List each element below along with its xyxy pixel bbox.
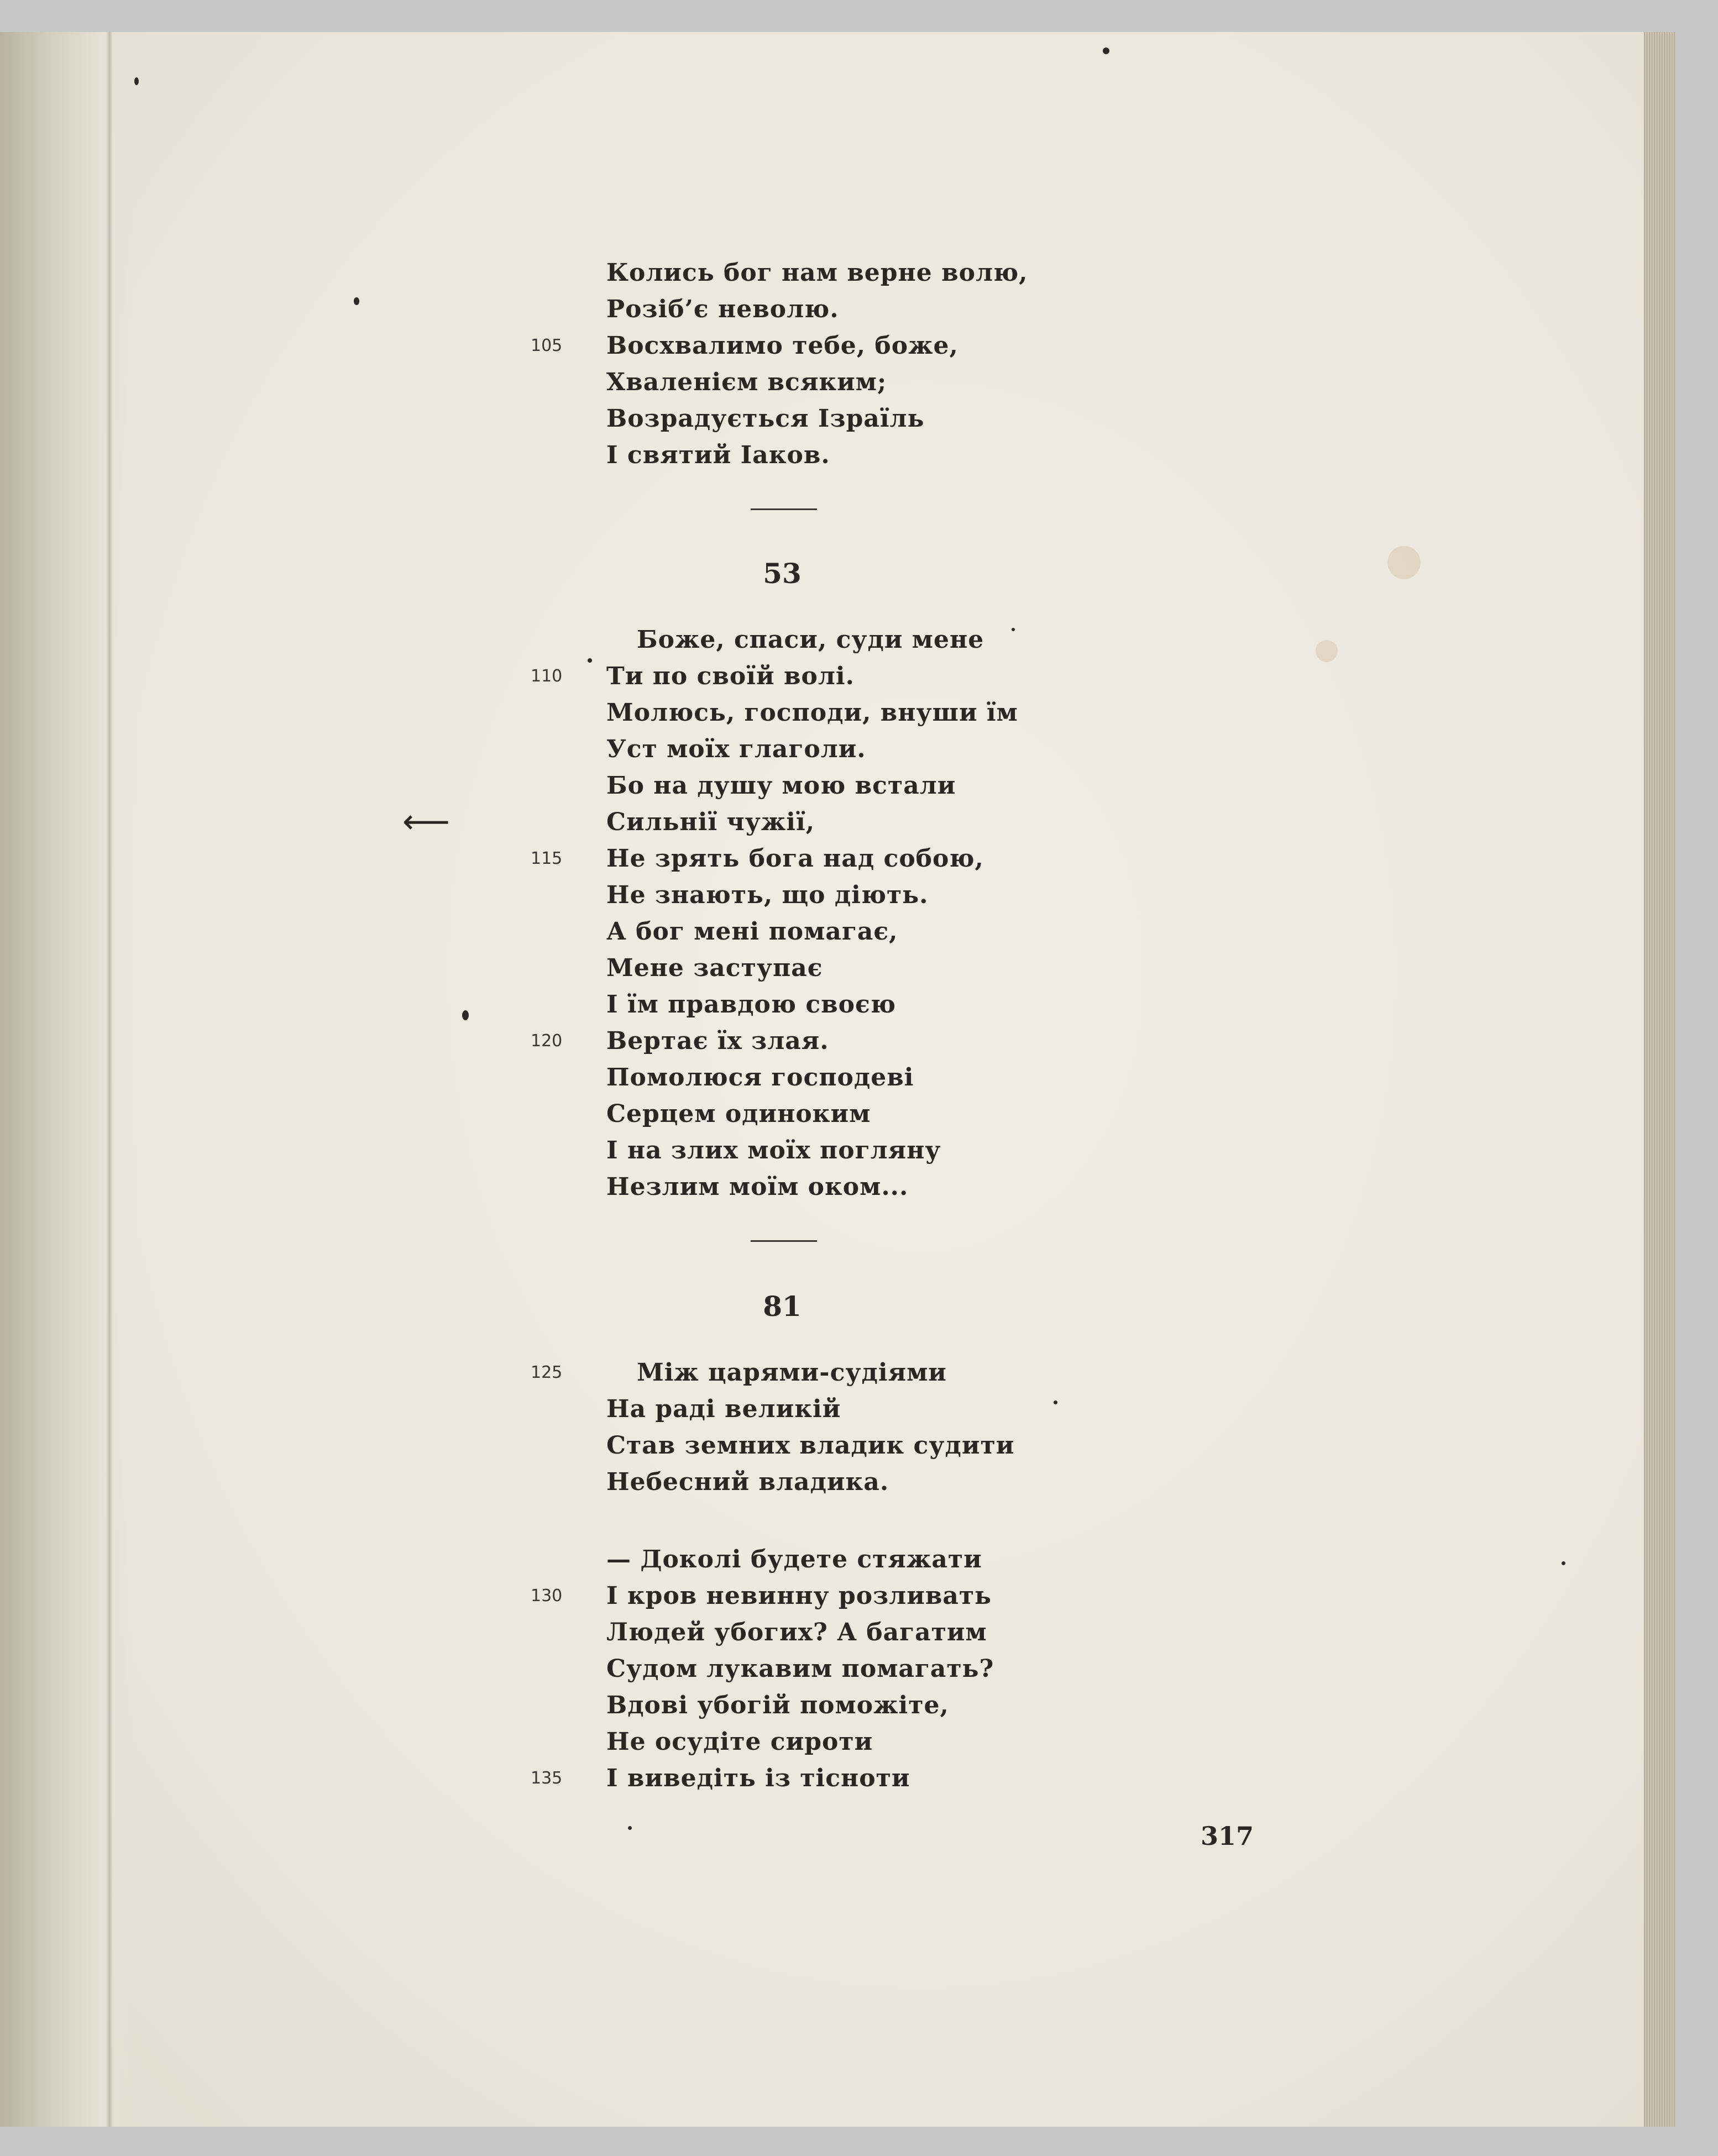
verse-line: Незлим моїм оком... bbox=[606, 1173, 909, 1201]
verse-line: Молюсь, господи, внуши їм bbox=[606, 699, 1018, 727]
verse-line: Став земних владик судити bbox=[606, 1431, 1015, 1460]
verse-line: Між царями-судіями bbox=[637, 1358, 947, 1387]
ink-speck bbox=[1562, 1561, 1565, 1565]
ink-speck bbox=[1012, 628, 1015, 631]
verse-line: І виведіть із тісноти bbox=[606, 1764, 910, 1792]
poem-number: 81 bbox=[763, 1290, 802, 1323]
ink-speck bbox=[1054, 1400, 1057, 1404]
verse-line: І їм правдою своєю bbox=[606, 990, 896, 1019]
verse-line: Не зрять бога над собою, bbox=[606, 844, 984, 873]
verse-line: Восхвалимо тебе, боже, bbox=[606, 332, 958, 360]
page-number: 317 bbox=[1201, 1821, 1254, 1851]
page-edges bbox=[1644, 32, 1676, 2127]
section-divider bbox=[751, 508, 817, 510]
verse-line: І кров невинну розливать bbox=[606, 1582, 992, 1610]
scanned-book-page bbox=[0, 32, 1676, 2127]
verse-line: Небесний владика. bbox=[606, 1468, 889, 1496]
line-number: 110 bbox=[531, 667, 563, 686]
book-gutter-shadow bbox=[0, 32, 135, 2127]
ink-speck bbox=[462, 1010, 469, 1020]
line-number: 105 bbox=[531, 336, 563, 355]
poem-number: 53 bbox=[763, 557, 802, 590]
verse-line: Бо на душу мою встали bbox=[606, 772, 956, 800]
line-number: 115 bbox=[531, 849, 563, 868]
ink-speck bbox=[588, 658, 592, 663]
verse-line: Боже, спаси, суди мене bbox=[637, 626, 984, 654]
verse-line: Возрадується Ізраїль bbox=[606, 405, 925, 433]
verse-line: Серцем одиноким bbox=[606, 1100, 871, 1128]
section-divider bbox=[751, 1240, 817, 1242]
verse-line: Вертає їх злая. bbox=[606, 1027, 829, 1055]
arrow-margin-mark: ⟵ bbox=[402, 802, 451, 841]
verse-line: Не знають, що діють. bbox=[606, 881, 929, 909]
paper-stain bbox=[1316, 640, 1338, 662]
verse-line: Людей убогих? А багатим bbox=[606, 1618, 987, 1646]
verse-line: І святий Іаков. bbox=[606, 441, 830, 469]
verse-line: Мене заступає bbox=[606, 954, 823, 982]
verse-line: Не осудіте сироти bbox=[606, 1728, 873, 1756]
line-number: 125 bbox=[531, 1363, 563, 1382]
line-number: 135 bbox=[531, 1769, 563, 1788]
verse-line: А бог мені помагає, bbox=[606, 917, 898, 946]
verse-line: Ти по своїй волі. bbox=[606, 662, 855, 690]
verse-line: Розіб’є неволю. bbox=[606, 295, 839, 323]
ink-speck bbox=[134, 77, 139, 85]
verse-line: Помолюся господеві bbox=[606, 1063, 914, 1092]
verse-line: Судом лукавим помагать? bbox=[606, 1655, 994, 1683]
line-number: 120 bbox=[531, 1031, 563, 1051]
verse-line: Колись бог нам верне волю, bbox=[606, 259, 1028, 287]
verse-line: Вдові убогій поможіте, bbox=[606, 1691, 949, 1719]
verse-line: Уст моїх глаголи. bbox=[606, 735, 866, 763]
verse-line: — Доколі будете стяжати bbox=[606, 1545, 982, 1573]
ink-speck bbox=[354, 297, 359, 305]
verse-line: Сильнії чужії, bbox=[606, 808, 815, 836]
line-number: 130 bbox=[531, 1586, 563, 1606]
paper-stain bbox=[1387, 546, 1421, 579]
verse-line: І на злих моїх погляну bbox=[606, 1136, 941, 1164]
gutter-fold-line bbox=[106, 32, 113, 2127]
verse-line: На раді великій bbox=[606, 1395, 841, 1423]
ink-speck bbox=[1103, 48, 1109, 54]
ink-speck bbox=[628, 1826, 632, 1830]
verse-line: Хваленієм всяким; bbox=[606, 368, 887, 396]
